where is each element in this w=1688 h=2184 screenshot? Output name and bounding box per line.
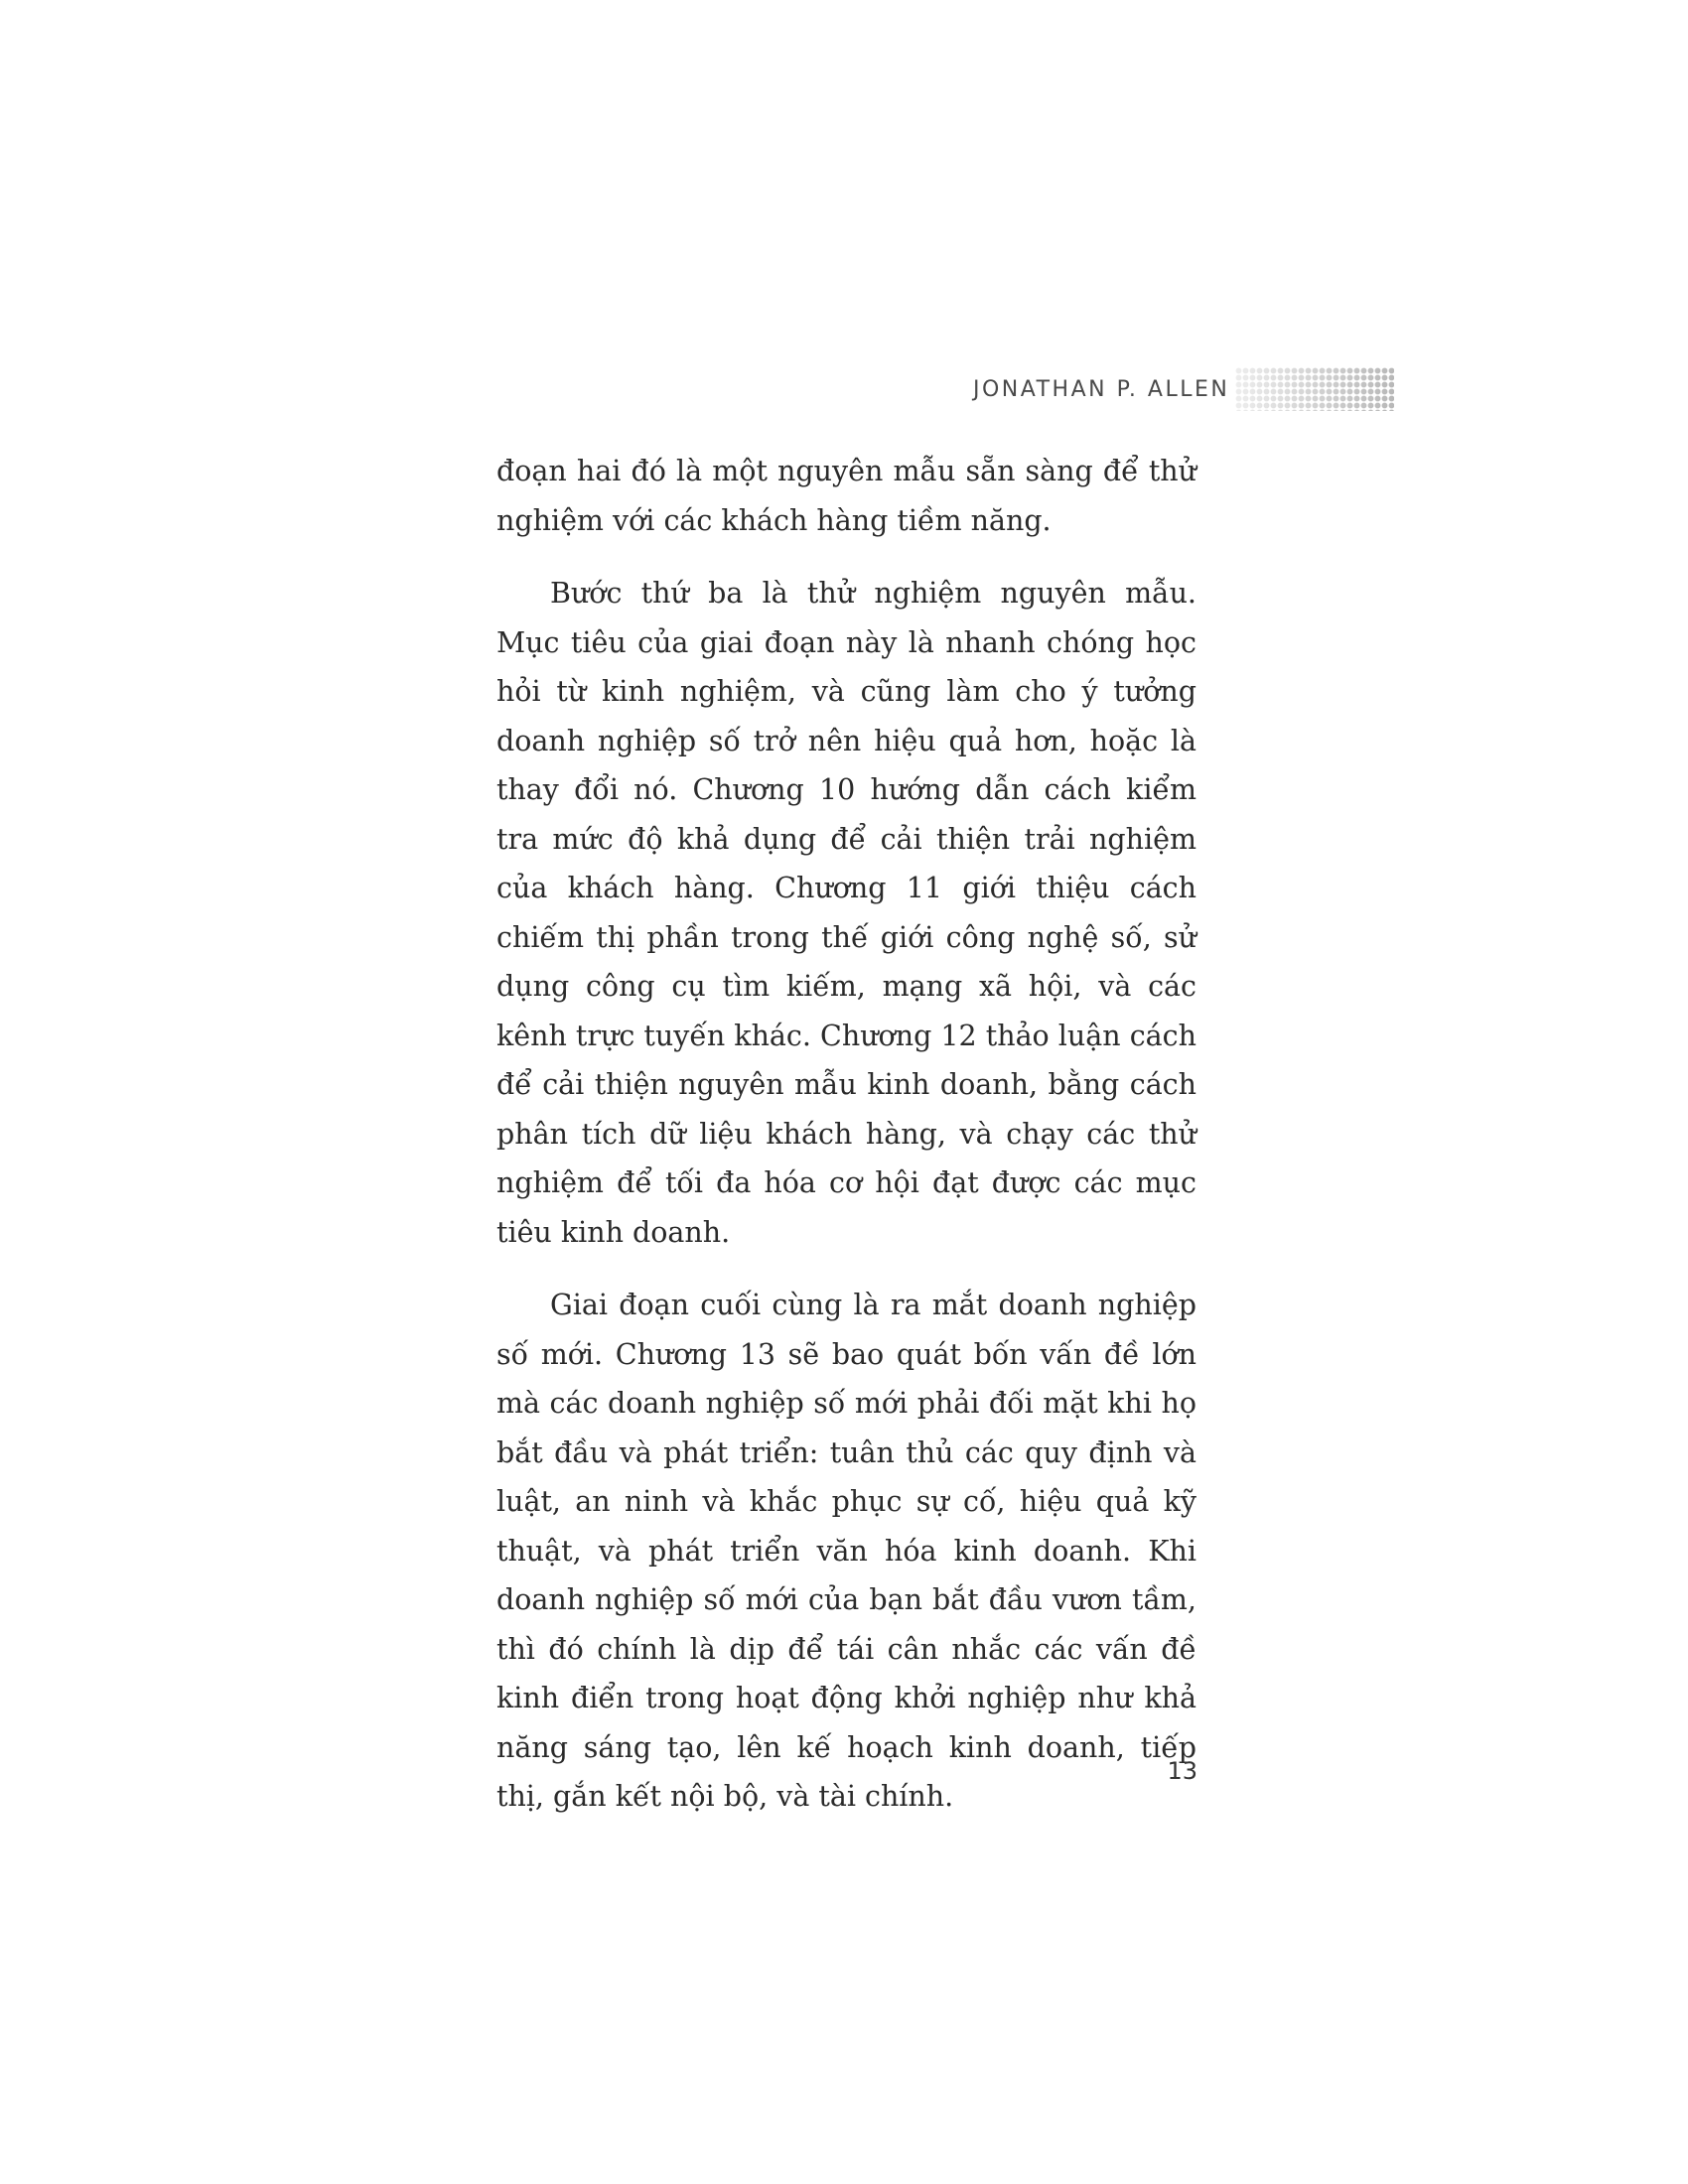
- paragraph-final-stage: Giai đoạn cuối cùng là ra mắt doanh nghiệp số mới. Chương 13 sẽ bao quát bốn vấn đề lớn mà các doanh nghiệp số mới phải đối mặt khi họ bắt đầu và phát triển: tuân thủ các quy định và luật, an ninh và khắc phục sự cố, hiệu quả kỹ thuật, và phát triển văn hóa kinh doanh. Khi doanh nghiệp số mới của bạn bắt đầu vươn tầm, thì đó chính là dịp để tái cân nhắc các vấn đề kinh điển trong hoạt động khởi nghiệp như khả năng sáng tạo, lên kế hoạch kinh doanh, tiếp thị, gắn kết nội bộ, và tài chính.: [496, 1289, 1196, 1813]
- author-name: JONATHAN P. ALLEN: [973, 376, 1230, 402]
- running-header: [973, 361, 1394, 417]
- halftone-dot-ornament: [1235, 367, 1394, 411]
- page-number: 13: [1167, 1757, 1197, 1785]
- body-text: [496, 447, 1196, 1845]
- paragraph-continuation: đoạn hai đó là một nguyên mẫu sẵn sàng để thử nghiệm với các khách hàng tiềm năng.: [496, 455, 1196, 537]
- paragraph-step-three: Bước thứ ba là thử nghiệm nguyên mẫu. Mục tiêu của giai đoạn này là nhanh chóng học hỏi từ kinh nghiệm, và cũng làm cho ý tưởng doanh nghiệp số trở nên hiệu quả hơn, hoặc là thay đổi nó. Chương 10 hướng dẫn cách kiểm tra mức độ khả dụng để cải thiện trải nghiệm của khách hàng. Chương 11 giới thiệu cách chiếm thị phần trong thế giới công nghệ số, sử dụng công cụ tìm kiếm, mạng xã hội, và các kênh trực tuyến khác. Chương 12 thảo luận cách để cải thiện nguyên mẫu kinh doanh, bằng cách phân tích dữ liệu khách hàng, và chạy các thử nghiệm để tối đa hóa cơ hội đạt được các mục tiêu kinh doanh.: [496, 577, 1196, 1249]
